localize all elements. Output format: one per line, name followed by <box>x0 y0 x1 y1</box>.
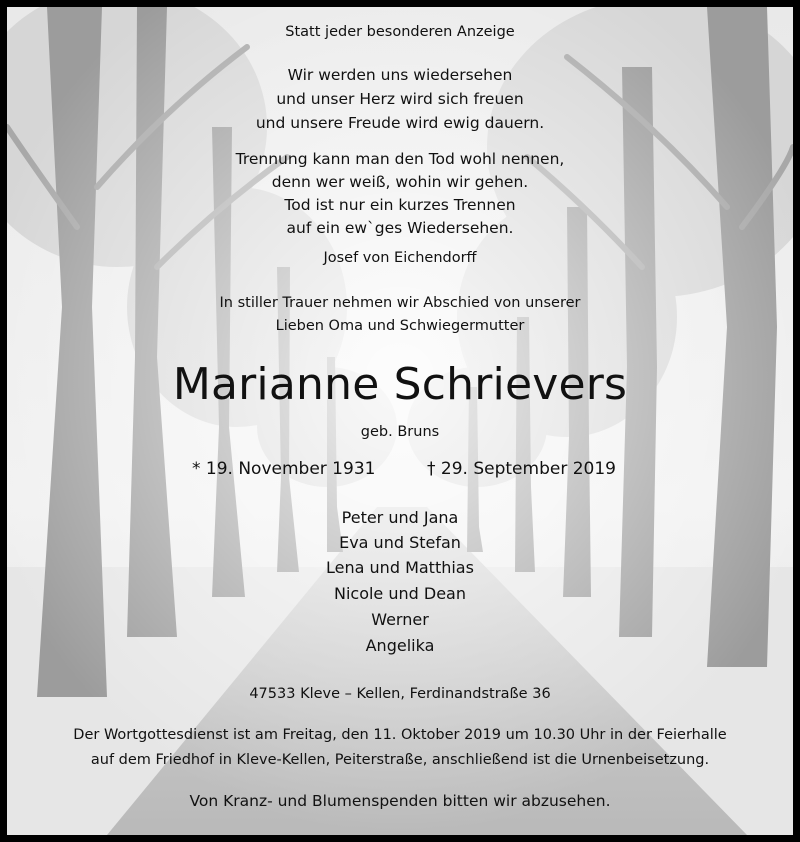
mourner-name: Lena und Matthias <box>326 558 474 577</box>
intro-line: Lieben Oma und Schwiegermutter <box>275 318 525 334</box>
mourner-name: Eva und Stefan <box>339 533 461 552</box>
birth-date: * 19. November 1931 <box>192 459 376 479</box>
poem-line: denn wer weiß, wohin wir gehen. <box>271 173 529 191</box>
header-text: Statt jeder besonderen Anzeige <box>285 24 515 40</box>
poem-line: Trennung kann man den Tod wohl nennen, <box>235 150 565 168</box>
poem-line: und unsere Freude wird ewig dauern. <box>255 114 545 132</box>
mourner-name: Angelika <box>365 636 435 655</box>
poem-line: Wir werden uns wiedersehen <box>287 66 513 84</box>
mourner-name: Peter und Jana <box>341 508 459 527</box>
service-line: auf dem Friedhof in Kleve-Kellen, Peiterstraße, anschließend ist die Urnenbeisetzung. <box>90 752 710 768</box>
address: 47533 Kleve – Kellen, Ferdinandstraße 36 <box>249 686 551 702</box>
maiden-name: geb. Bruns <box>360 424 440 440</box>
poem-line: auf ein ew`ges Wiedersehen. <box>286 219 514 237</box>
mourner-name: Werner <box>371 610 429 629</box>
poem-line: und unser Herz wird sich freuen <box>276 90 524 108</box>
service-line: Der Wortgottesdienst ist am Freitag, den 11. Oktober 2019 um 10.30 Uhr in der Feierhalle <box>73 727 727 743</box>
mourner-name: Nicole und Dean <box>333 584 466 603</box>
closing-note: Von Kranz- und Blumenspenden bitten wir abzusehen. <box>189 792 611 810</box>
deceased-name: Marianne Schrievers <box>172 359 628 410</box>
notice-content <box>7 7 793 835</box>
intro-line: In stiller Trauer nehmen wir Abschied von unserer <box>219 295 581 311</box>
poem-author: Josef von Eichendorff <box>323 250 477 266</box>
death-date: † 29. September 2019 <box>427 459 616 479</box>
poem-line: Tod ist nur ein kurzes Trennen <box>284 196 516 214</box>
